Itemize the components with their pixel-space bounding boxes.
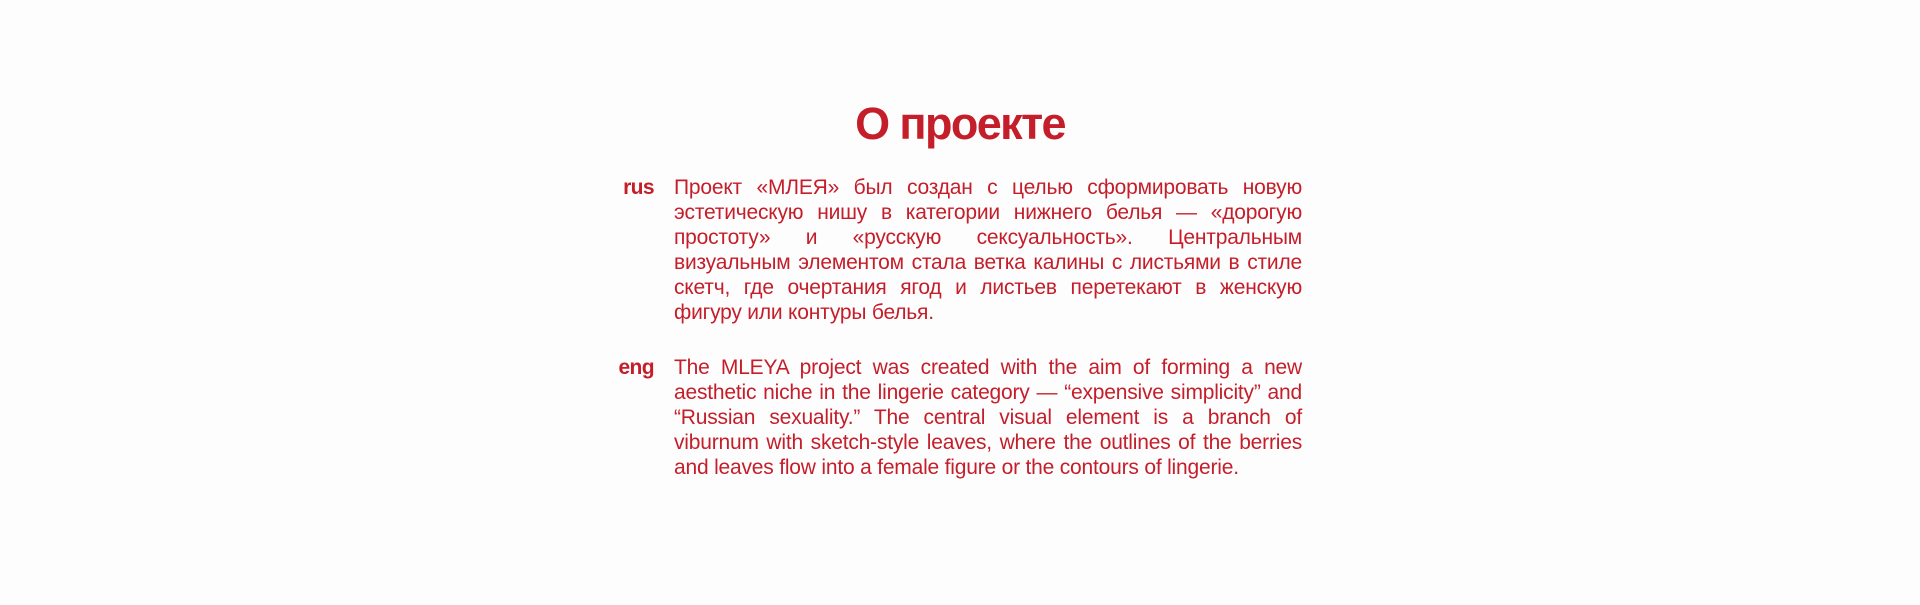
description-text-rus: Проект «МЛЕЯ» был создан с целью сформировать новую эстетическую нишу в категории нижнего белья — «дорогую простоту» и «русскую сексуальность». Центральным визуальным элементом стала ветка калины с листьями в стиле скетч, где очертания ягод и листьев перетекают в женскую фигуру или контуры белья. [674, 176, 1302, 324]
language-label-eng: eng [618, 356, 654, 379]
description-text-eng: The MLEYA project was created with the aim of forming a new aesthetic niche in the lingerie category — “expensive simplicity” and “Russian sexuality.” The central visual element is a branch of viburnum with sketch-style leaves, where the outlines of the berries and leaves flow into a female figure or the contours of lingerie. [674, 356, 1302, 479]
page-title: О проекте [855, 98, 1065, 149]
language-label-rus: rus [623, 176, 654, 199]
